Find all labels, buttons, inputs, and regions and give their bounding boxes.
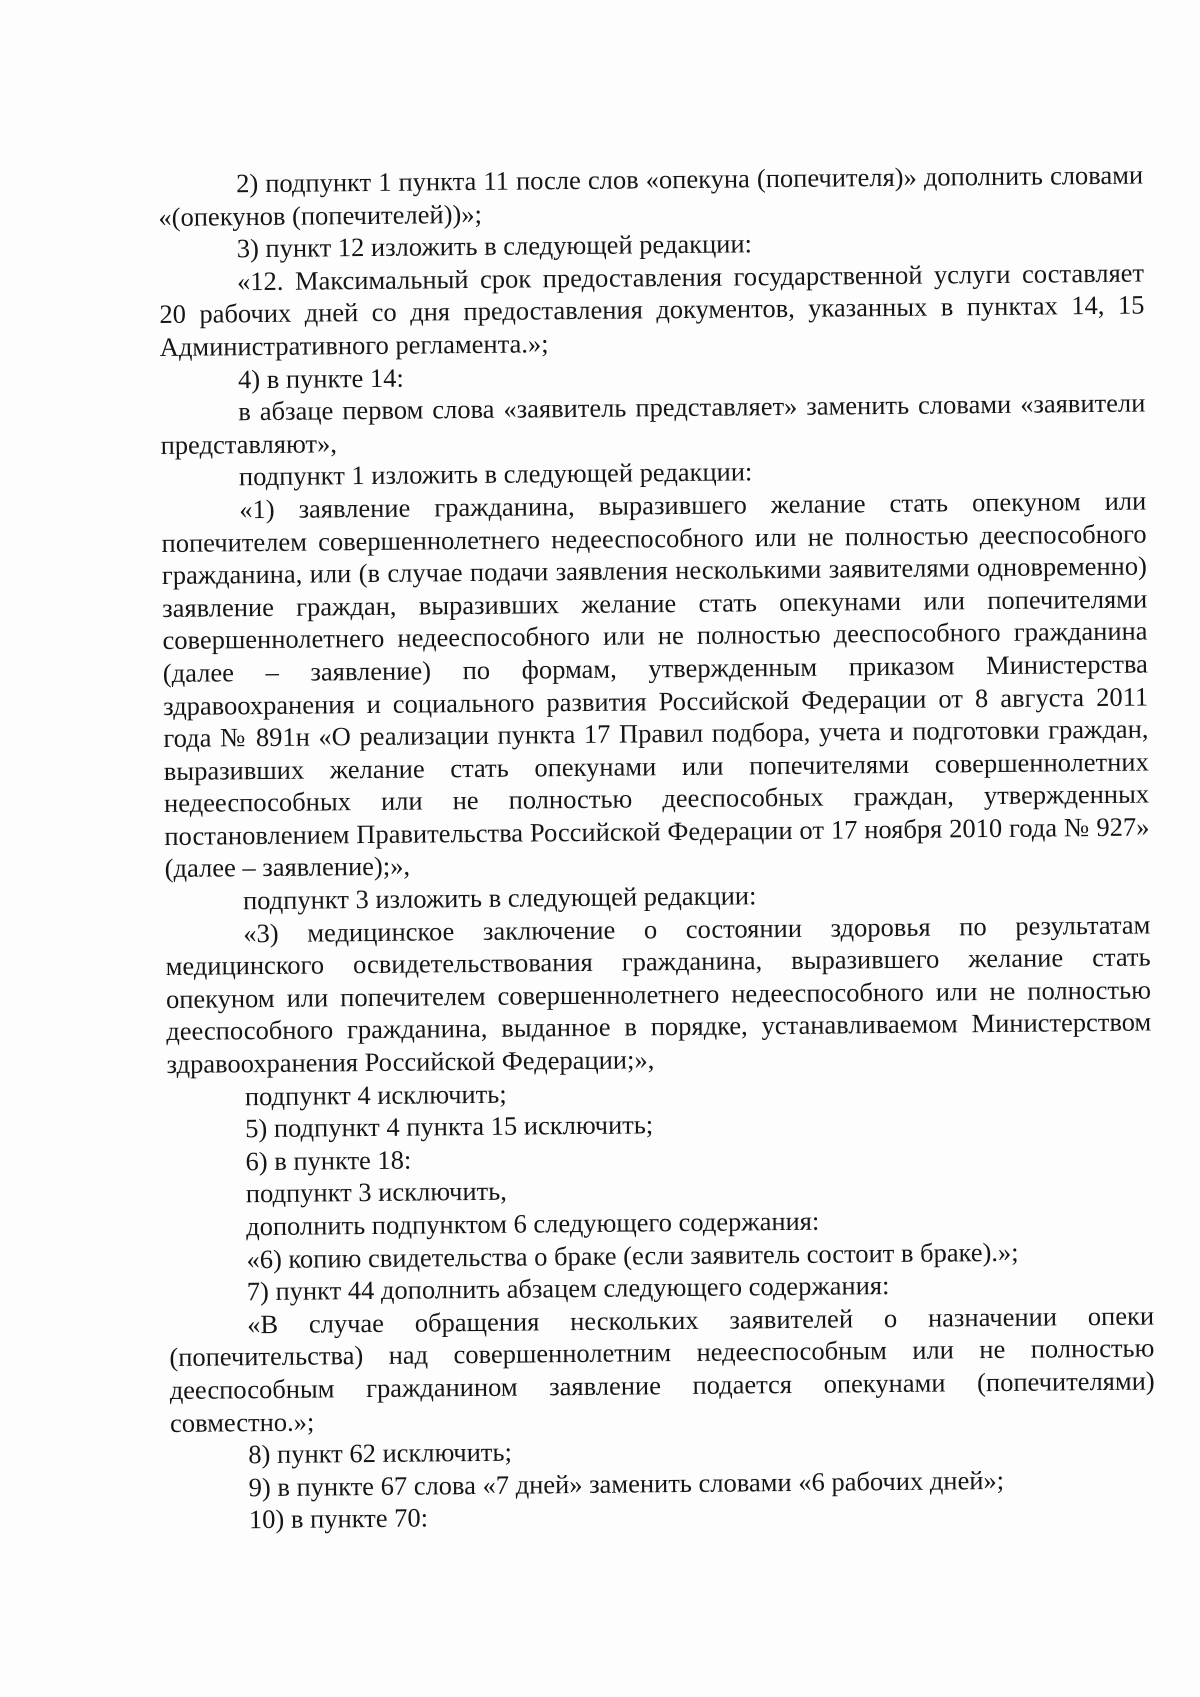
paragraph: 3) пункт 12 изложить в следующей редакции: bbox=[236, 228, 753, 264]
paragraph: 10) в пункте 70: bbox=[248, 1502, 429, 1535]
paragraph: «В случае обращения нескольких заявителей о назначении опеки (попечительства) над совершеннолетним недееспособным или не полностью дееспособным гражданином заявление подается опекунами (попечителями) совместно.»; bbox=[169, 1300, 1155, 1438]
paragraph: в абзаце первом слова «заявитель представляет» заменить словами «заявители представляют», bbox=[160, 387, 1146, 460]
paragraph: 5) подпункт 4 пункта 15 исключить; bbox=[245, 1109, 654, 1144]
paragraph: 4) в пункте 14: bbox=[237, 362, 404, 394]
paragraph: 7) пункт 44 дополнить абзацем следующего содержания: bbox=[246, 1270, 890, 1307]
paragraph: подпункт 4 исключить; bbox=[244, 1078, 507, 1111]
document-body bbox=[158, 159, 1156, 1537]
paragraph: «12. Максимальный срок предоставления государственной услуги составляет 20 рабочих дней со дня предоставления документов, указанных в пунктах 14, 15 Административного регламента.»; bbox=[159, 257, 1145, 362]
paragraph: дополнить подпунктом 6 следующего содержания: bbox=[246, 1205, 820, 1242]
paragraph: 9) в пункте 67 слова «7 дней» заменить словами «6 рабочих дней»; bbox=[248, 1464, 1005, 1502]
paragraph: «6) копию свидетельства о браке (если заявитель состоит в браке).»; bbox=[246, 1236, 1019, 1274]
paragraph: «3) медицинское заключение о состоянии здоровья по результатам медицинского освидетельствования гражданина, выразившего желание стать опекуном или попечителем совершеннолетнего недееспособного или не полностью дееспособного гражданина, выданное в порядке, устанавливаемом Министерством здравоохранения Российской Федерации;», bbox=[165, 909, 1152, 1079]
paragraph: 6) в пункте 18: bbox=[245, 1144, 412, 1177]
paragraph: подпункт 3 изложить в следующей редакции: bbox=[242, 880, 757, 916]
paragraph: подпункт 1 изложить в следующей редакции: bbox=[238, 456, 753, 492]
paragraph: 8) пункт 62 исключить; bbox=[248, 1436, 513, 1470]
paragraph: 2) подпункт 1 пункта 11 после слов «опекуна (попечителя)» дополнить словами «(опекунов (попечителей))»; bbox=[158, 159, 1144, 232]
paragraph: «1) заявление гражданина, выразившего желание стать опекуном или попечителем совершеннолетнего недееспособного или не полностью дееспособного гражданина, или (в случае подачи заявления несколькими заявителями одновременно) заявление граждан, выразивших желание стать опекунами или попечителями совершеннолетнего недееспособного или не полностью дееспособного гражданина (далее – заявление) по формам, утвержденным приказом Министерства здравоохранения и социального развития Российской Федерации от 8 августа 2011 года № 891н «О реализации пункта 17 Правил подбора, учета и подготовки граждан, выразивших желание стать опекунами или попечителями совершеннолетних недееспособных или не полностью дееспособных граждан, утвержденных постановлением Правительства Российской Федерации от 17 ноября 2010 года № 927» (далее – заявление);», bbox=[161, 485, 1150, 884]
paragraph: подпункт 3 исключить, bbox=[245, 1176, 507, 1209]
